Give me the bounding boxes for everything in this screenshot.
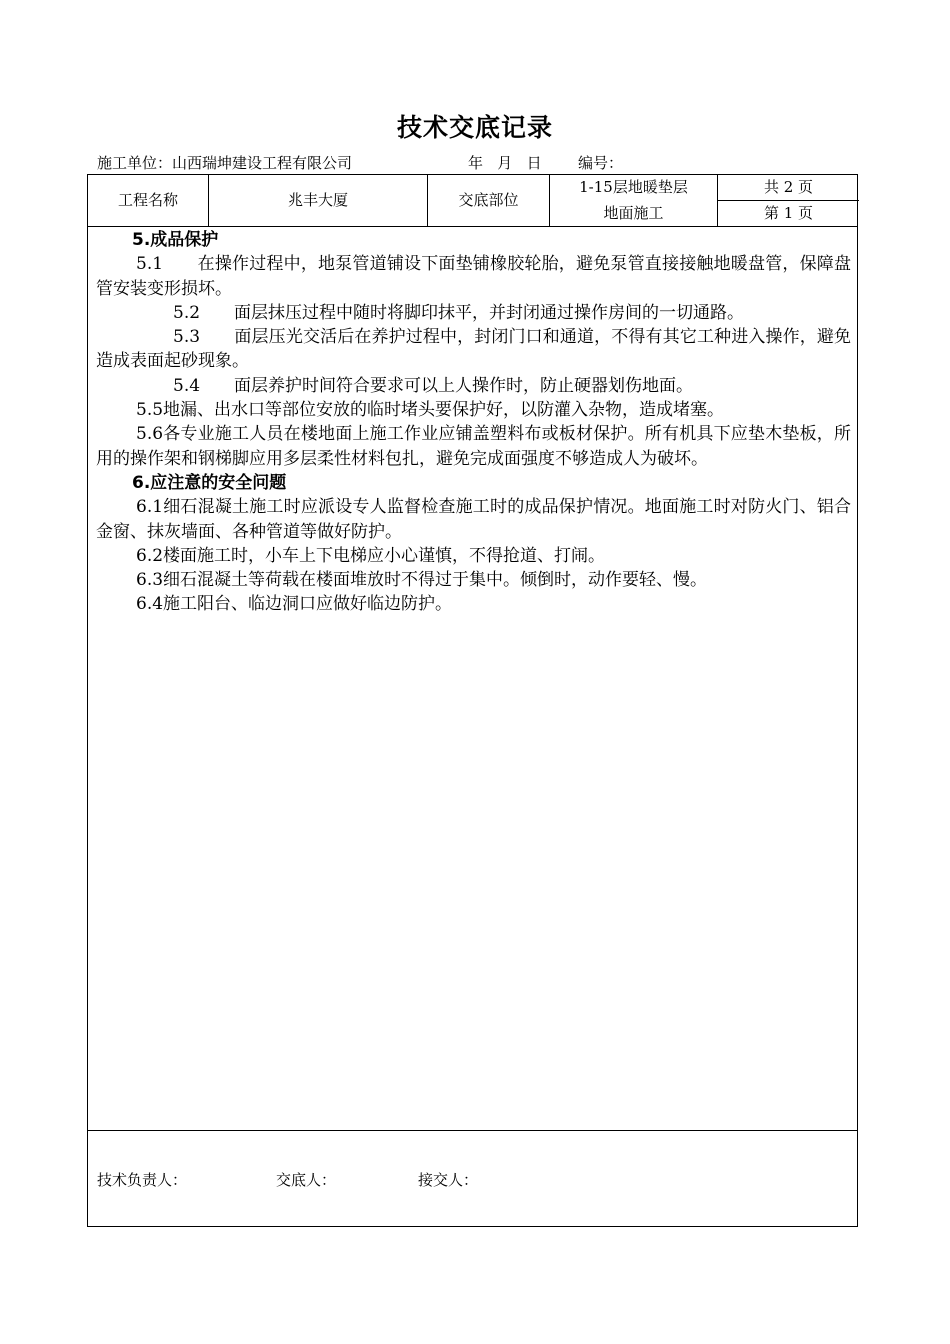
disclosure-content	[88, 228, 859, 617]
header-bottom-rule	[88, 226, 857, 227]
receiver-signature-label: 接交人：	[418, 1171, 479, 1189]
paragraph: 5.6各专业施工人员在楼地面上施工作业应铺盖塑料布或板材保护。所有机具下应垫木垫板，所用的操作架和钢梯脚应用多层柔性材料包扎，避免完成面强度不够造成人为破坏。	[96, 424, 851, 469]
section-heading: 5.成品保护	[132, 230, 219, 250]
page-count-divider	[717, 200, 859, 201]
tech-lead-signature-label: 技术负责人：	[97, 1171, 188, 1189]
location-label: 交底部位	[458, 191, 519, 209]
section-heading: 6.应注意的安全问题	[132, 472, 287, 493]
total-pages: 共 2 页	[763, 178, 814, 196]
project-name-value: 兆丰大厦	[287, 191, 348, 209]
paragraph: 5.5地漏、出水口等部位安放的临时堵头要保护好，以防灌入杂物，造成堵塞。	[136, 400, 725, 421]
presenter-signature-label: 交底人：	[276, 1171, 337, 1189]
paragraph: 6.4施工阳台、临边洞口应做好临边防护。	[136, 594, 453, 615]
paragraph: 6.1细石混凝土施工时应派设专人监督检查施工时的成品保护情况。地面施工时对防火门、铝合金窗、抹灰墙面、各种管道等做好防护。	[96, 497, 851, 542]
location-value-line2: 地面施工	[603, 204, 664, 222]
paragraph: 5.1 在操作过程中，地泵管道铺设下面垫铺橡胶轮胎，避免泵管直接接触地暖盘管，保障盘管安装变形损坏。	[96, 254, 851, 299]
paragraph: 5.3 面层压光交活后在养护过程中，封闭门口和通道，不得有其它工种进入操作，避免造成表面起砂现象。	[96, 327, 851, 372]
record-number-label: 编号：	[578, 154, 624, 172]
current-page: 第 1 页	[763, 204, 814, 222]
signature-row-rule	[88, 1130, 857, 1131]
page-title: 技术交底记录	[396, 113, 553, 142]
location-value-line1: 1-15层地暖垫层	[579, 178, 688, 196]
project-name-label: 工程名称	[117, 191, 178, 209]
date-label: 年 月 日	[468, 154, 542, 172]
paragraph: 5.2 面层抹压过程中随时将脚印抹平，并封闭通过操作房间的一切通路。	[173, 302, 745, 323]
paragraph: 5.4 面层养护时间符合要求可以上人操作时，防止硬器划伤地面。	[173, 375, 694, 396]
record-table	[87, 174, 858, 1227]
paragraph: 6.2楼面施工时，小车上下电梯应小心谨慎，不得抢道、打闹。	[136, 545, 606, 566]
construction-unit-label: 施工单位：山西瑞坤建设工程有限公司	[97, 154, 353, 172]
paragraph: 6.3细石混凝土等荷载在楼面堆放时不得过于集中。倾倒时，动作要轻、慢。	[136, 570, 708, 591]
